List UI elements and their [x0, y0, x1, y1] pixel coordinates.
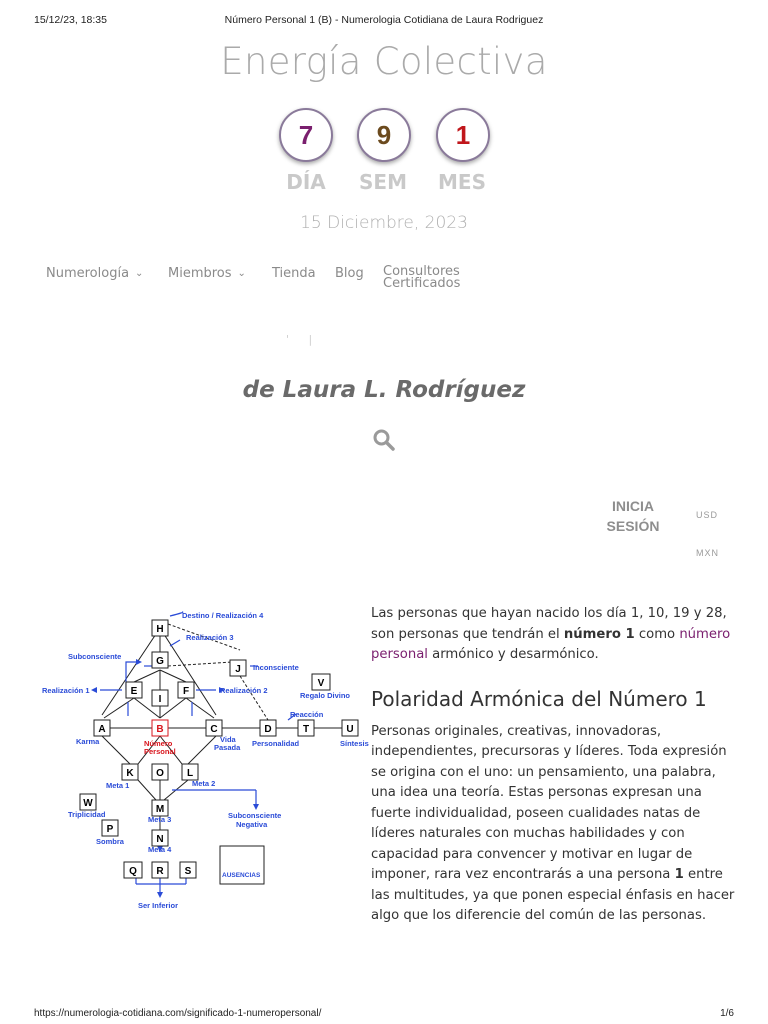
nav-label: Miembros	[168, 266, 232, 281]
box-r: R	[156, 866, 164, 877]
label-meta1: Meta 1	[106, 781, 130, 790]
box-m: M	[155, 804, 165, 815]
label-meta2: Meta 2	[192, 779, 216, 788]
box-q: Q	[129, 866, 137, 877]
label-inconsciente: Inconsciente	[253, 663, 299, 672]
print-date: 15/12/23, 18:35	[34, 14, 107, 26]
currency-usd[interactable]: USD	[696, 510, 719, 520]
label-realizacion3: Realización 3	[186, 633, 234, 642]
nav-item-tienda[interactable]: Tienda	[272, 266, 316, 281]
box-i: I	[158, 694, 162, 705]
box-w: W	[83, 798, 93, 809]
label-numero: Número	[144, 739, 173, 748]
label-destino: Destino / Realización 4	[182, 611, 264, 620]
box-t: T	[302, 724, 310, 735]
nav-item-numerologia[interactable]	[46, 266, 143, 281]
box-d: D	[264, 724, 272, 735]
month-label: MES	[438, 170, 486, 194]
label-reaccion: Reacción	[290, 710, 324, 719]
box-a: A	[98, 724, 106, 735]
box-b: B	[156, 724, 164, 735]
box-n: N	[156, 834, 164, 845]
box-u: U	[346, 724, 354, 735]
label-ser-inferior: Ser Inferior	[138, 901, 179, 910]
numerology-diagram	[36, 602, 369, 922]
diagram-labels	[42, 611, 369, 910]
label-subneg1: Subconsciente	[228, 811, 282, 820]
box-v: V	[317, 678, 325, 689]
label-vida: Vida	[220, 735, 236, 744]
box-e: E	[130, 686, 138, 697]
highlight: número 1	[563, 626, 635, 642]
login-button[interactable]	[598, 496, 668, 536]
day-label: DÍA	[286, 170, 326, 194]
label-ausencias: AUSENCIAS	[222, 872, 261, 879]
chevron-down-icon: ⌄	[237, 268, 246, 279]
page-counter: 1/6	[720, 1008, 734, 1019]
label-subneg2: Negativa	[236, 820, 268, 829]
print-url: https://numerologia-cotidiana.com/significado-1-numeropersonal/	[34, 1008, 322, 1019]
numero-personal-link[interactable]: número personal	[371, 626, 731, 662]
login-label: INICIA	[612, 498, 654, 514]
box-l: L	[186, 768, 194, 779]
highlight: 1	[674, 867, 684, 882]
label-personal: Personal	[144, 747, 176, 756]
label-regalo: Regalo Divino	[300, 691, 351, 700]
label-triplicidad: Triplicidad	[68, 810, 106, 819]
section-heading: Polaridad Armónica del Número 1	[371, 686, 707, 711]
label-karma: Karma	[76, 737, 100, 746]
article-body	[371, 604, 736, 927]
box-j: J	[235, 664, 241, 675]
week-number-badge: 9	[357, 108, 411, 162]
box-s: S	[184, 866, 192, 877]
diagram-arrows	[100, 612, 296, 892]
search-icon[interactable]	[372, 428, 396, 452]
box-f: F	[182, 686, 190, 697]
nav-label: Certificados	[383, 276, 461, 291]
box-c: C	[210, 724, 218, 735]
month-number-badge: 1	[436, 108, 490, 162]
currency-mxn[interactable]: MXN	[696, 548, 719, 558]
box-h: H	[156, 624, 164, 635]
current-date: 15 Diciembre, 2023	[300, 213, 468, 233]
nav-item-miembros[interactable]	[168, 266, 246, 281]
nav-label: Consultores	[383, 264, 460, 279]
label-realizacion1: Realización 1	[42, 686, 90, 695]
label-meta3: Meta 3	[148, 815, 172, 824]
label-pasada: Pasada	[214, 743, 241, 752]
print-title: Número Personal 1 (B) - Numerologia Cotidiana de Laura Rodriguez	[224, 14, 544, 26]
label-personalidad: Personalidad	[252, 739, 300, 748]
login-label: SESIÓN	[606, 518, 660, 534]
box-g: G	[156, 656, 164, 667]
nav-item-blog[interactable]: Blog	[335, 266, 364, 281]
label-meta4: Meta 4	[148, 845, 172, 854]
box-p: P	[106, 824, 114, 835]
logo-placeholder: ' |	[286, 333, 321, 346]
nav-item-consultores[interactable]	[383, 266, 473, 290]
box-k: K	[126, 768, 134, 779]
week-label: SEM	[359, 170, 407, 194]
site-title[interactable]: Energía Colectiva	[220, 40, 548, 83]
body-paragraph: Personas originales, creativas, innovadoras, independientes, precursoras y líderes. Toda expresión se origina con el uno: un pensamiento, una palabra, una idea una teoría. Estas personas expresan una fuerte individualidad, poseen cualidades natas de líderes naturales con muchas habilidades y con capacidad para convencer y motivar en lugar de imponer, rara vez encontrarás a una persona 1 entre las multitudes, ya que ponen especial énfasis en hacer algo que los diferencie del común de las personas.	[371, 723, 735, 923]
intro-paragraph: Las personas que hayan nacido los día 1, 10, 19 y 28, son personas que tendrán el número 1 como número personal armónico y desarmónico.	[371, 606, 731, 662]
label-subconsciente: Subconsciente	[68, 652, 122, 661]
site-author: de Laura L. Rodríguez	[242, 377, 526, 403]
nav-label: Numerología	[46, 266, 130, 281]
label-realizacion2: Realización 2	[220, 686, 268, 695]
label-sombra: Sombra	[96, 837, 124, 846]
chevron-down-icon: ⌄	[135, 268, 144, 279]
box-o: O	[156, 768, 164, 779]
label-sintesis: Síntesis	[340, 739, 369, 748]
day-number-badge: 7	[279, 108, 333, 162]
